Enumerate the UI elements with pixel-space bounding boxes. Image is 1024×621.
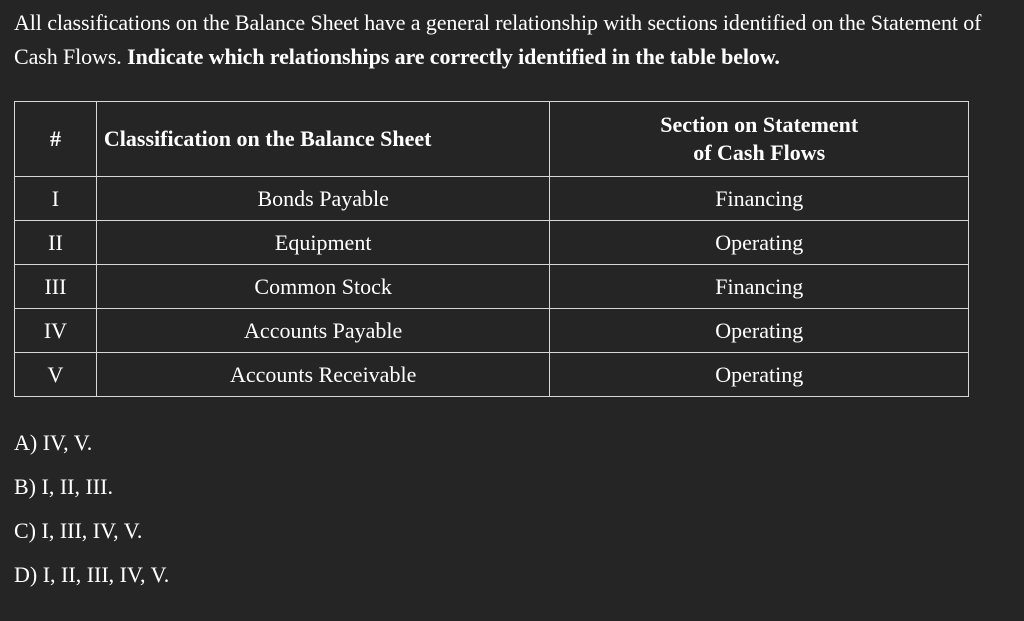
row-classification: Common Stock <box>96 265 550 309</box>
choice-c[interactable]: C) I, III, IV, V. <box>14 518 143 543</box>
table-row <box>15 177 969 221</box>
table-row <box>15 353 969 397</box>
question-instruction: Indicate which relationships are correctly identified in the table below. <box>127 44 780 69</box>
row-classification: Accounts Receivable <box>96 353 550 397</box>
table-row <box>15 221 969 265</box>
table-row <box>15 265 969 309</box>
header-section-line2: of Cash Flows <box>693 140 826 165</box>
row-classification: Bonds Payable <box>96 177 550 221</box>
row-number: I <box>15 177 97 221</box>
question-intro: All classifications on the Balance Sheet have a general relationship with sections identified on the Statement of Cash Flows. <box>14 10 982 69</box>
row-section: Operating <box>550 353 969 397</box>
row-classification: Accounts Payable <box>96 309 550 353</box>
header-section-line1: Section on Statement <box>660 112 859 137</box>
row-number: V <box>15 353 97 397</box>
row-section: Operating <box>550 221 969 265</box>
row-number: III <box>15 265 97 309</box>
header-section <box>550 102 969 177</box>
answer-choices <box>14 421 169 597</box>
relationships-table <box>14 101 969 397</box>
row-section: Financing <box>550 177 969 221</box>
question-text <box>14 6 1020 74</box>
row-number: II <box>15 221 97 265</box>
choice-b[interactable]: B) I, II, III. <box>14 474 113 499</box>
choice-a[interactable]: A) IV, V. <box>14 430 93 455</box>
row-section: Financing <box>550 265 969 309</box>
row-section: Operating <box>550 309 969 353</box>
row-classification: Equipment <box>96 221 550 265</box>
table-header-row <box>15 102 969 177</box>
header-classification: Classification on the Balance Sheet <box>96 102 550 177</box>
row-number: IV <box>15 309 97 353</box>
table-row <box>15 309 969 353</box>
header-number: # <box>15 102 97 177</box>
choice-d[interactable]: D) I, II, III, IV, V. <box>14 562 170 587</box>
